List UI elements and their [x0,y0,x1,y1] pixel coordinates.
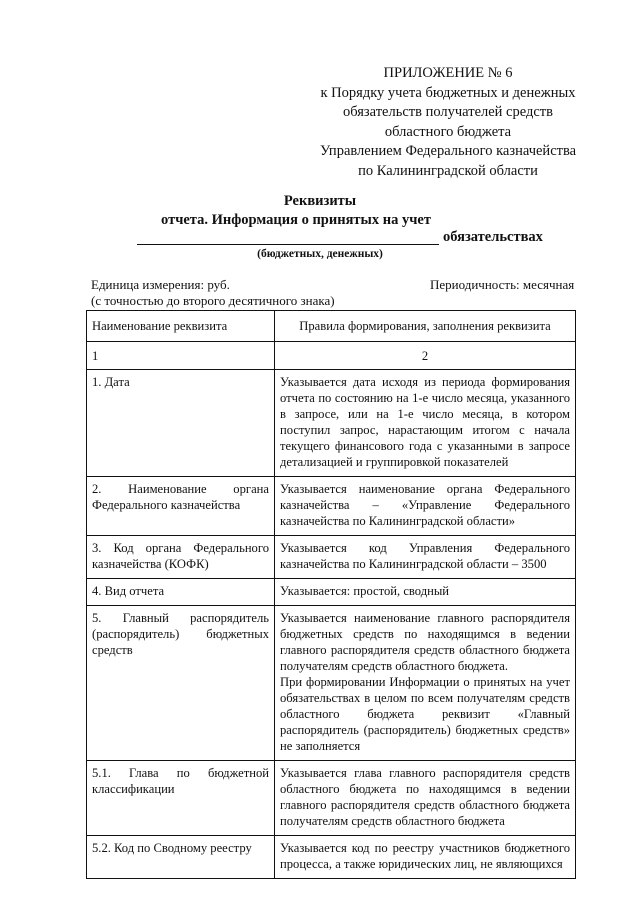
rule-paragraph: Указывается код по реестру участников бюджетного процесса, а также юридических лиц, не являющихся [280,841,570,871]
requisite-name: 1. Дата [87,370,275,477]
column-number-row [87,342,576,370]
requisite-rule [275,477,576,536]
document-subtitle: отчета. Информация о принятых на учет [161,212,431,228]
precision-text: (с точностью до второго десятичного знака) [91,293,335,308]
header-cell: Правила формирования, заполнения реквизита [275,311,576,342]
column-number: 2 [275,342,576,370]
requisites-table [86,310,576,879]
rule-paragraph: Указывается наименование главного распорядителя бюджетных средств по находящимся в ведении главного распорядителя средств областного бюджета получателям средств областного бюджета. [280,611,570,673]
blank-line [137,244,439,245]
requisite-rule [275,536,576,579]
appendix-line: по Калининградской области [358,162,538,179]
table-row [87,836,576,879]
requisite-name: 3. Код органа Федерального казначейства (КОФК) [87,536,275,579]
header-cell: Наименование реквизита [87,311,275,342]
rule-paragraph: Указывается глава главного распорядителя средств областного бюджета по находящимся в ведении главного распорядителя средств областного бюджета получателям средств областного бюджета [280,766,570,828]
appendix-line: областного бюджета [384,123,512,140]
appendix-line: к Порядку учета бюджетных и денежных [320,84,576,101]
periodicity-text: Периодичность: месячная [430,277,575,292]
table-row [87,536,576,579]
rule-paragraph: При формировании Информации о принятых на учет обязательствах в целом по всем получателям средств областного бюджета реквизит «Главный распорядитель (распорядитель) бюджетных средств» не заполняется [280,675,570,753]
unit-block [91,277,335,309]
subtitle-word: обязательствах [443,229,543,245]
requisite-name: 5.2. Код по Сводному реестру [87,836,275,879]
rule-paragraph: Указывается наименование органа Федерального казначейства – «Управление Федерального казначейства по Калининградской области» [280,482,570,528]
requisite-rule [275,370,576,477]
rule-paragraph: Указывается: простой, сводный [280,584,450,598]
requisite-rule [275,606,576,761]
requisite-rule [275,836,576,879]
rule-paragraph: Указывается код Управления Федерального казначейства по Калининградской области – 3500 [280,541,570,571]
appendix-line: Управлением Федерального казначейства [319,143,577,159]
requisite-name: 5. Главный распорядитель (распорядитель) бюджетных средств [87,606,275,761]
subtitle-note: (бюджетных, денежных) [257,248,383,260]
appendix-line: ПРИЛОЖЕНИЕ № 6 [383,65,513,81]
table-row [87,477,576,536]
rule-paragraph: Указывается дата исходя из периода формирования отчета по состоянию на 1-е число месяца, указанного в запросе, или на 1-е число месяца, в котором поступил запрос, нарастающим итогом с начала текущего финансового года с указанными в запросе детализацией и группировкой показателей [280,375,570,469]
table-row [87,761,576,836]
requisite-rule [275,761,576,836]
document-title: Реквизиты [283,193,357,209]
column-number: 1 [87,342,275,370]
requisite-rule [275,579,576,606]
table-row [87,606,576,761]
table-row [87,370,576,477]
table-row [87,579,576,606]
requisite-name: 2. Наименование органа Федерального казначейства [87,477,275,536]
unit-text: Единица измерения: руб. [91,277,230,292]
table-header-row [87,311,576,342]
document-subtitle-blank [137,229,557,249]
appendix-line: обязательств получателей средств [342,104,553,120]
requisite-name: 4. Вид отчета [87,579,275,606]
requisite-name: 5.1. Глава по бюджетной классификации [87,761,275,836]
appendix-block [300,64,596,181]
